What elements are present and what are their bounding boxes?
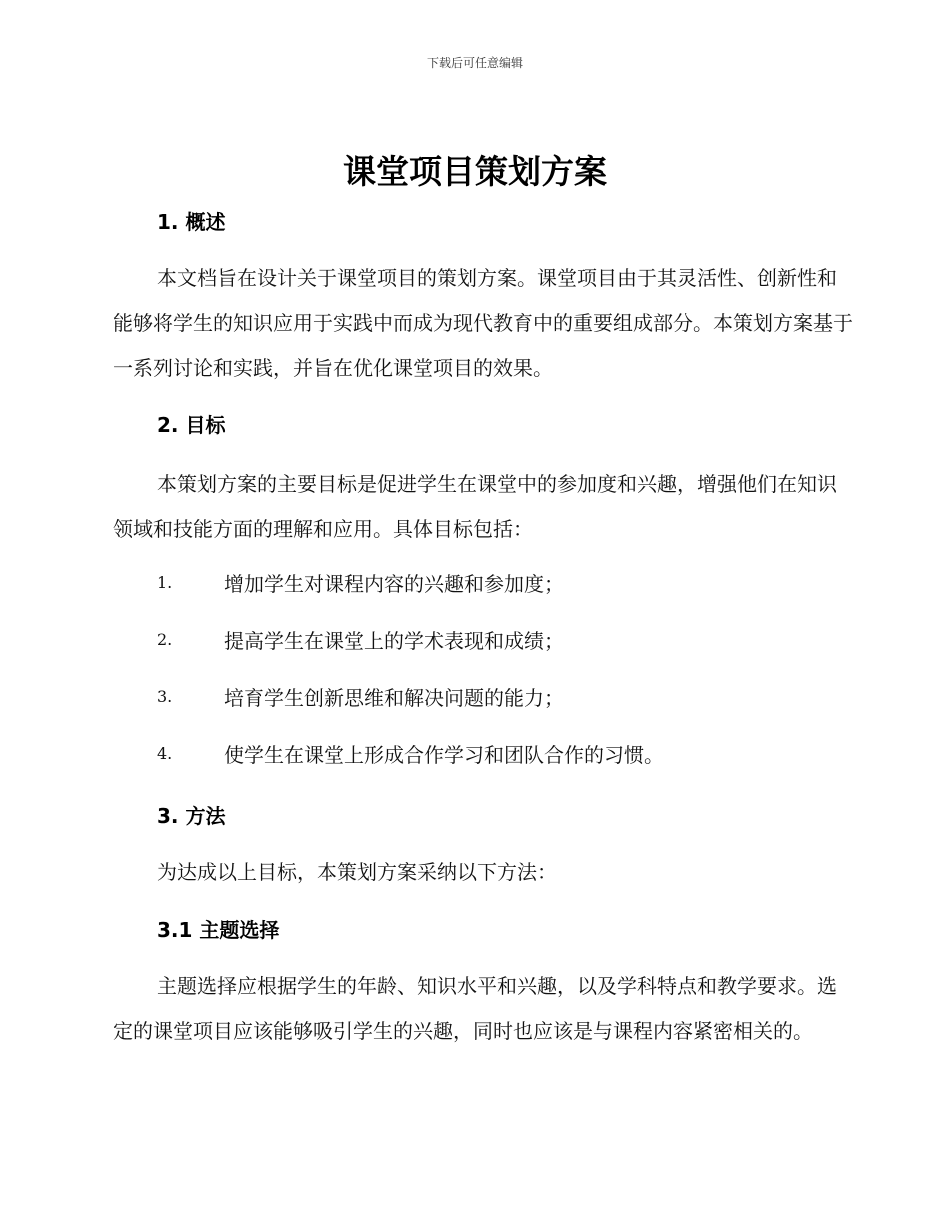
goals-list [157, 567, 837, 795]
list-item-text: 使学生在课堂上形成合作学习和团队合作的习惯。 [224, 743, 664, 767]
section-heading-goals: 2. 目标 [157, 413, 226, 437]
list-item [157, 567, 837, 624]
list-item-text: 提高学生在课堂上的学术表现和成绩； [224, 629, 564, 653]
list-item-text: 增加学生对课程内容的兴趣和参加度； [224, 572, 564, 596]
section-text-goals: 本策划方案的主要目标是促进学生在课堂中的参加度和兴趣，增强他们在知识领域和技能方面的理解和应用。具体目标包括： [113, 472, 837, 541]
list-item-number: 2. [157, 630, 173, 649]
section-text-overview: 本文档旨在设计关于课堂项目的策划方案。课堂项目由于其灵活性、创新性和能够将学生的知识应用于实践中而成为现代教育中的重要组成部分。本策划方案基于一系列讨论和实践，并旨在优化课堂项目的效果。 [113, 266, 853, 380]
section-heading-overview: 1. 概述 [157, 210, 226, 234]
list-item [157, 681, 837, 738]
section-text-methods: 为达成以上目标，本策划方案采纳以下方法： [157, 860, 557, 884]
document-title: 课堂项目策划方案 [343, 152, 607, 191]
section-text-topic: 主题选择应根据学生的年龄、知识水平和兴趣，以及学科特点和教学要求。选定的课堂项目应该能够吸引学生的兴趣，同时也应该是与课程内容紧密相关的。 [113, 974, 837, 1043]
list-item [157, 624, 837, 681]
page-header-note: 下载后可任意编辑 [426, 56, 523, 70]
list-item-number: 1. [157, 573, 173, 592]
list-item-number: 3. [157, 687, 173, 706]
section-heading-methods: 3. 方法 [157, 804, 226, 828]
section-heading-topic: 3.1 主题选择 [157, 918, 280, 942]
list-item-number: 4. [157, 744, 173, 763]
list-item [157, 738, 837, 795]
list-item-text: 培育学生创新思维和解决问题的能力； [224, 686, 564, 710]
